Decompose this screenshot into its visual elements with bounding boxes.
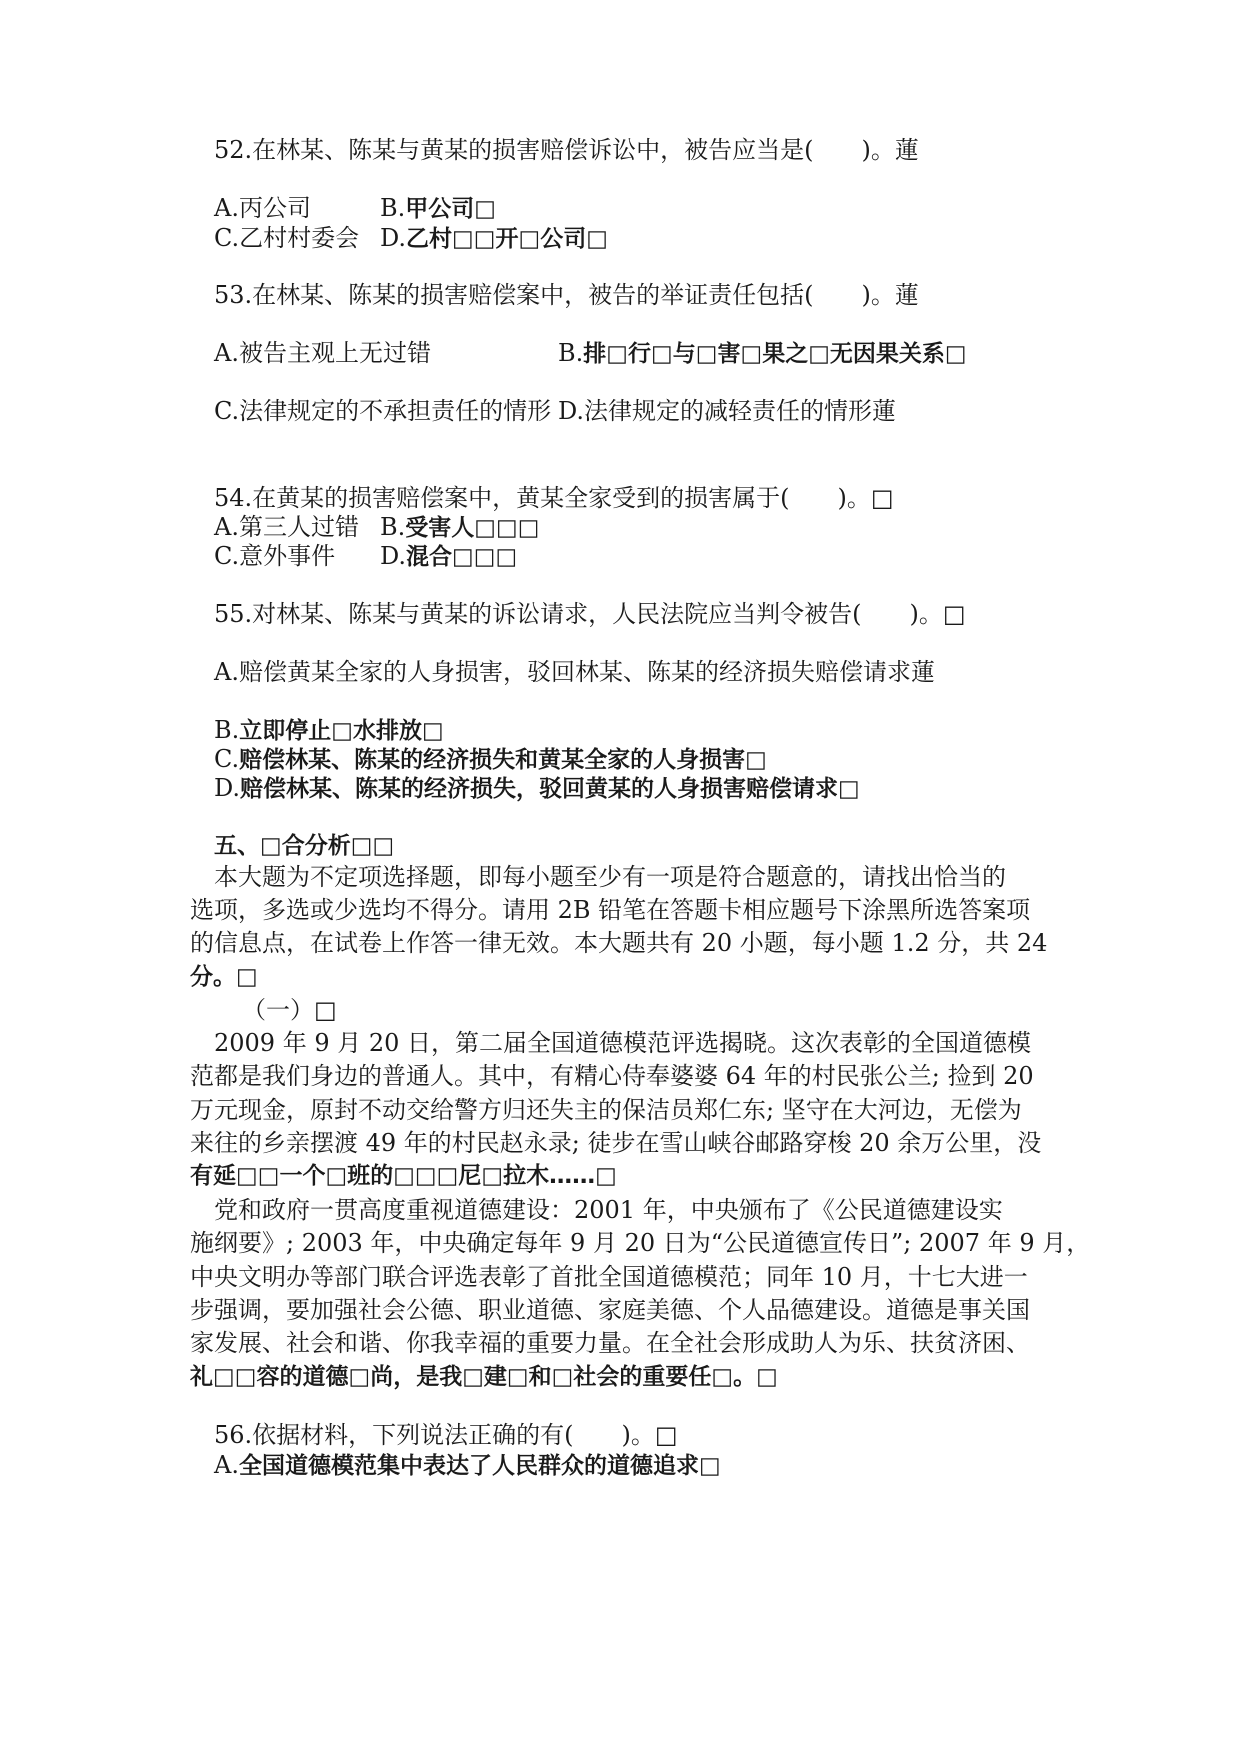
question-55-option-d: D.赔偿林某、陈某的经济损失，驳回黄某的人身损害赔偿请求□ <box>214 774 860 802</box>
question-53-stem: 53.在林某、陈某的损害赔偿案中，被告的举证责任包括( )。蓮 <box>214 281 919 309</box>
question-53-option-b: B.排□行□与□害□果之□无因果关系□ <box>558 339 967 367</box>
question-53-option-c: C.法律规定的不承担责任的情形 <box>214 397 552 425</box>
question-52-option-d: D.乙村□□开□公司□ <box>380 224 608 252</box>
material-p1-line-2: 范都是我们身边的普通人。其中，有精心侍奉婆婆 64 年的村民张公兰; 捡到 20 <box>190 1062 1034 1090</box>
question-55-stem: 55.对林某、陈某与黄某的诉讼请求，人民法院应当判令被告( )。□ <box>214 600 966 628</box>
material-p2-line-5: 家发展、社会和谐、你我幸福的重要力量。在全社会形成助人为乐、扶贫济困、 <box>190 1329 1030 1357</box>
material-1-heading: （一）□ <box>242 996 337 1024</box>
question-53-option-d: D.法律规定的减轻责任的情形蓮 <box>558 397 897 425</box>
section-5-intro-line-4: 分。□ <box>190 964 258 990</box>
question-55-option-c: C.赔偿林某、陈某的经济损失和黄某全家的人身损害□ <box>214 745 767 773</box>
question-54-option-b: B.受害人□□□ <box>380 513 540 541</box>
question-53-option-a: A.被告主观上无过错 <box>214 339 431 367</box>
question-54-option-a: A.第三人过错 <box>214 513 359 541</box>
material-p2-line-3: 中央文明办等部门联合评选表彰了首批全国道德模范；同年 10 月，十七大进一 <box>190 1263 1028 1291</box>
question-54-option-c: C.意外事件 <box>214 542 336 570</box>
question-52-option-a: A.丙公司 <box>214 194 311 222</box>
section-5-intro-line-2: 选项，多选或少选均不得分。请用 2B 铅笔在答题卡相应题号下涂黑所选答案项 <box>190 896 1031 924</box>
question-54-option-d: D.混合□□□ <box>380 542 518 570</box>
material-p2-line-2: 施纲要》; 2003 年，中央确定每年 9 月 20 日为“公民道德宣传日”; 2007 年 9 月， <box>190 1229 1091 1257</box>
material-p1-line-5: 有延□□一个□班的□□□尼□拉木……□ <box>190 1163 617 1189</box>
question-56-option-a: A.全国道德模范集中表达了人民群众的道德追求□ <box>214 1451 721 1479</box>
material-p1-line-4: 来往的乡亲摆渡 49 年的村民赵永录; 徒步在雪山峡谷邮路穿梭 20 余万公里，没 <box>190 1129 1042 1157</box>
section-5-intro-line-1: 本大题为不定项选择题，即每小题至少有一项是符合题意的，请找出恰当的 <box>214 863 1006 891</box>
question-54-stem: 54.在黄某的损害赔偿案中，黄某全家受到的损害属于( )。□ <box>214 484 894 512</box>
question-52-option-b: B.甲公司□ <box>380 194 496 222</box>
material-p1-line-3: 万元现金，原封不动交给警方归还失主的保洁员郑仁东; 坚守在大河边，无偿为 <box>190 1096 1022 1124</box>
section-5-heading: 五、□合分析□□ <box>214 833 395 859</box>
material-p2-line-4: 步强调，要加强社会公德、职业道德、家庭美德、个人品德建设。道德是事关国 <box>190 1296 1030 1324</box>
question-52-stem: 52.在林某、陈某与黄某的损害赔偿诉讼中，被告应当是( )。蓮 <box>214 136 919 164</box>
question-55-option-a: A.赔偿黄某全家的人身损害，驳回林某、陈某的经济损失赔偿请求蓮 <box>214 658 935 686</box>
material-p2-line-1: 党和政府一贯高度重视道德建设：2001 年，中央颁布了《公民道德建设实 <box>214 1196 1003 1224</box>
material-p2-line-6: 礼□□容的道德□尚，是我□建□和□社会的重要任□。□ <box>190 1364 778 1390</box>
question-52-option-c: C.乙村村委会 <box>214 224 360 252</box>
material-p1-line-1: 2009 年 9 月 20 日，第二届全国道德模范评选揭晓。这次表彰的全国道德模 <box>214 1029 1032 1057</box>
question-55-option-b: B.立即停止□水排放□ <box>214 716 444 744</box>
question-56-stem: 56.依据材料，下列说法正确的有( )。□ <box>214 1421 678 1449</box>
section-5-intro-line-3: 的信息点，在试卷上作答一律无效。本大题共有 20 小题，每小题 1.2 分，共 24 <box>190 929 1048 957</box>
